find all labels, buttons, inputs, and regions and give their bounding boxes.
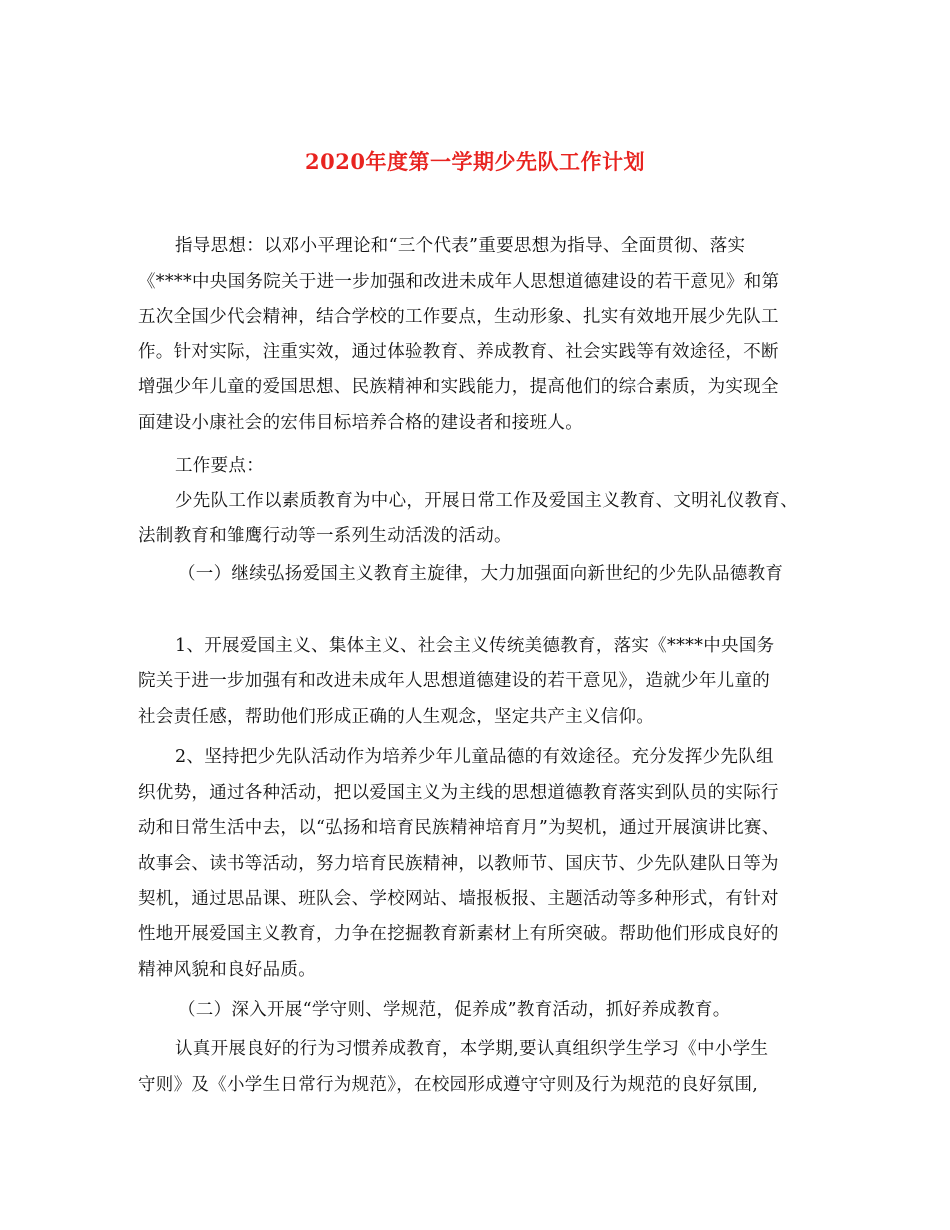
paragraph-line: 故事会、读书等活动，努力培育民族精神，以教师节、国庆节、少先队建队日等为 — [138, 854, 779, 874]
paragraph-line: 指导思想：以邓小平理论和“三个代表”重要思想为指导、全面贯彻、落实 — [175, 236, 746, 256]
paragraph-line: 认真开展良好的行为习惯养成教育，本学期,要认真组织学生学习《中小学生 — [175, 1039, 769, 1059]
paragraph-line: 面建设小康社会的宏伟目标培养合格的建设者和接班人。 — [138, 413, 583, 433]
paragraph-line: 2、坚持把少先队活动作为培养少年儿童品德的有效途径。充分发挥少先队组 — [175, 747, 774, 767]
paragraph-line: 动和日常生活中去，以“弘扬和培育民族精神培育月”为契机，通过开展演讲比赛、 — [138, 818, 780, 838]
paragraph-line: 性地开展爱国主义教育，力争在挖掘教育新素材上有所突破。帮助他们形成良好的 — [138, 924, 779, 944]
document-title: 2020年度第一学期少先队工作计划 — [305, 149, 645, 174]
paragraph-line: 织优势，通过各种活动，把以爱国主义为主线的思想道德教育落实到队员的实际行 — [138, 783, 779, 803]
paragraph-line: 五次全国少代会精神，结合学校的工作要点，生动形象、扎实有效地开展少先队工 — [138, 307, 779, 327]
paragraph-line: 《****中央国务院关于进一步加强和改进未成年人思想道德建设的若干意见》和第 — [138, 272, 780, 292]
subsection-heading: （一）继续弘扬爱国主义教育主旋律，大力加强面向新世纪的少先队品德教育 — [178, 564, 784, 584]
paragraph-line: 法制教育和雏鹰行动等一系列生动活泼的活动。 — [138, 526, 512, 546]
paragraph-line: 守则》及《小学生日常行为规范》，在校园形成遵守守则及行为规范的良好氛围, — [138, 1075, 759, 1095]
paragraph-line: 少先队工作以素质教育为中心，开展日常工作及爱国主义教育、文明礼仪教育、 — [175, 491, 798, 511]
section-heading: 工作要点： — [175, 456, 264, 476]
paragraph-line: 精神风貌和良好品质。 — [138, 960, 316, 980]
paragraph-line: 作。针对实际，注重实效，通过体验教育、养成教育、社会实践等有效途径，不断 — [138, 342, 779, 362]
paragraph-line: 院关于进一步加强有和改进未成年人思想道德建设的若干意见》，造就少年儿童的 — [138, 671, 771, 691]
paragraph-line: 1、开展爱国主义、集体主义、社会主义传统美德教育，落实《****中央国务 — [175, 636, 775, 656]
paragraph-line: 增强少年儿童的爱国思想、民族精神和实践能力，提高他们的综合素质，为实现全 — [138, 377, 779, 397]
subsection-heading: （二）深入开展“学守则、学规范，促养成”教育活动，抓好养成教育。 — [178, 1000, 731, 1020]
paragraph-line: 契机，通过思品课、班队会、学校网站、墙报板报、主题活动等多种形式，有针对 — [138, 889, 779, 909]
paragraph-line: 社会责任感，帮助他们形成正确的人生观念，坚定共产主义信仰。 — [138, 707, 655, 727]
